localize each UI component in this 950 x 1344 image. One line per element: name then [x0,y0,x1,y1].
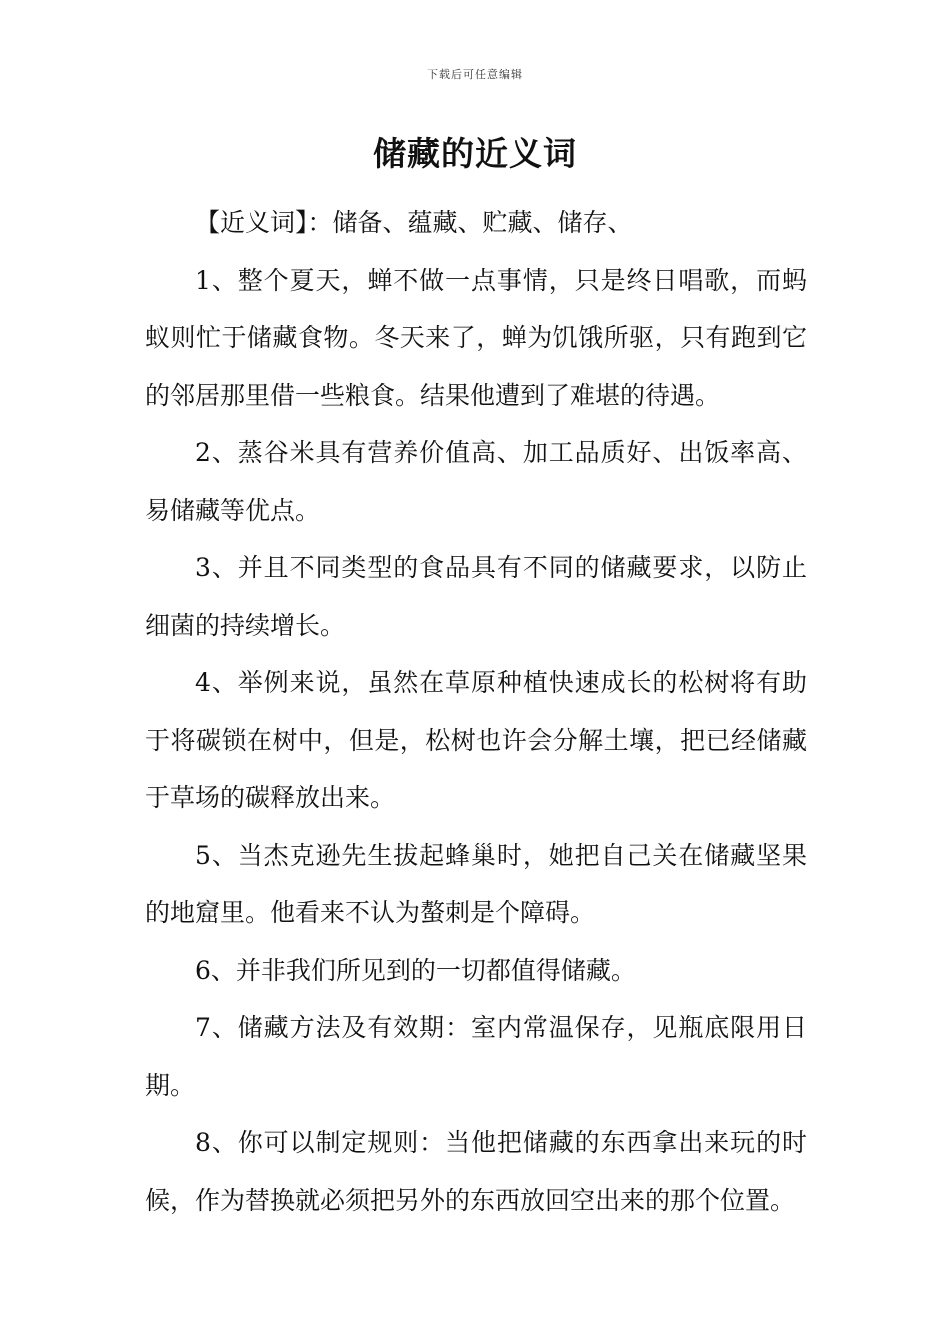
document-body [145,194,807,1229]
example-paragraph-6: 6、并非我们所见到的一切都值得储藏。 [195,955,636,985]
example-paragraph-5: 5、当杰克逊先生拔起蜂巢时，她把自己关在储藏坚果的地窟里。他看来不认为螯刺是个障碍。 [145,840,807,927]
example-paragraph-2: 2、蒸谷米具有营养价值高、加工品质好、出饭率高、易储藏等优点。 [145,438,807,525]
example-paragraph-1: 1、整个夏天，蝉不做一点事情，只是终日唱歌，而蚂蚁则忙于储藏食物。冬天来了，蝉为饥饿所驱，只有跑到它的邻居那里借一些粮食。结果他遭到了难堪的待遇。 [145,265,807,410]
example-paragraph-4: 4、举例来说，虽然在草原种植快速成长的松树将有助于将碳锁在树中，但是，松树也许会分解土壤，把已经储藏于草场的碳释放出来。 [145,668,807,812]
document-title: 储藏的近义词 [373,134,577,173]
example-paragraph-8: 8、你可以制定规则：当他把储藏的东西拿出来玩的时候，作为替换就必须把另外的东西放回空出来的那个位置。 [145,1128,807,1215]
example-paragraph-3: 3、并且不同类型的食品具有不同的储藏要求，以防止细菌的持续增长。 [145,553,807,640]
example-paragraph-7: 7、储藏方法及有效期：室内常温保存，见瓶底限用日期。 [145,1013,807,1100]
header-note: 下载后可任意编辑 [427,68,523,81]
synonyms-line: 【近义词】：储备、蕴藏、贮藏、储存、 [195,208,633,237]
